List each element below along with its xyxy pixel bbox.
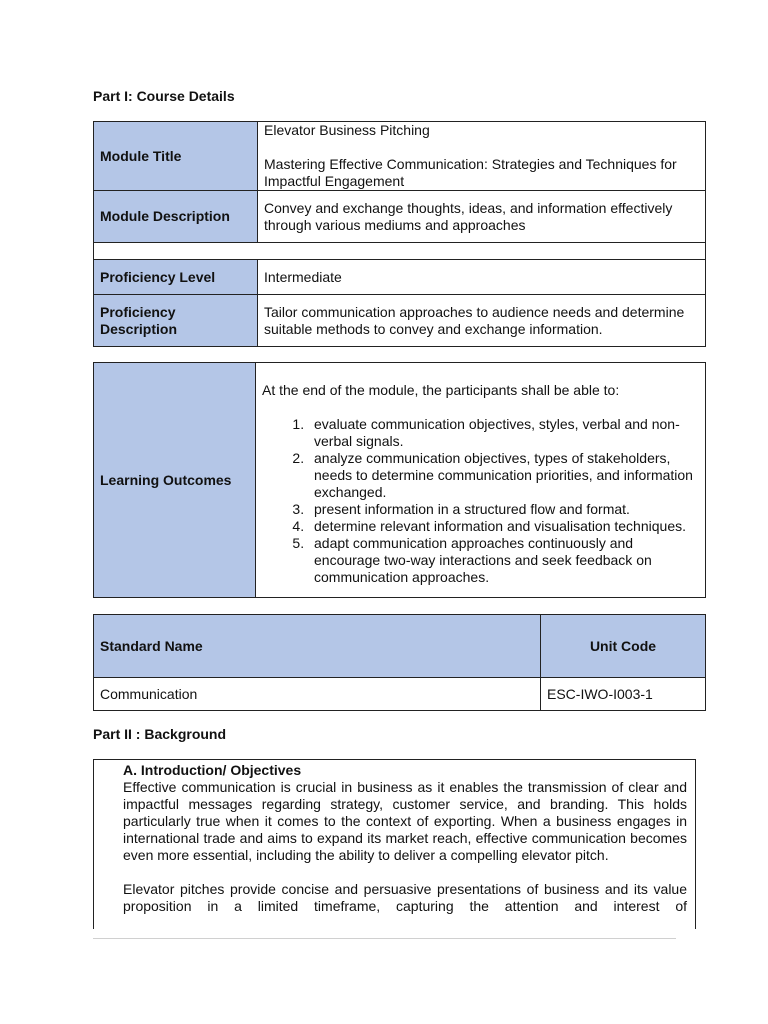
list-item: 4. determine relevant information and visualisation techniques. xyxy=(308,518,699,535)
proficiency-description-label: Proficiency Description xyxy=(94,295,258,347)
learning-outcomes-label: Learning Outcomes xyxy=(94,363,256,598)
list-item: 5. adapt communication approaches continuously and encourage two-way interactions and seek feedback on communication approaches. xyxy=(308,535,699,586)
module-title-row xyxy=(94,122,706,191)
standard-name-cell: Communication xyxy=(94,678,541,711)
background-box xyxy=(93,759,696,929)
module-description-value: Convey and exchange thoughts, ideas, and information effectively through various mediums and approaches xyxy=(258,191,706,243)
learning-outcomes-intro: At the end of the module, the participants shall be able to: xyxy=(262,382,620,398)
unit-code-cell: ESC-IWO-I003-1 xyxy=(541,678,706,711)
proficiency-level-label: Proficiency Level xyxy=(94,260,258,295)
proficiency-level-value: Intermediate xyxy=(258,260,706,295)
standard-name-header: Standard Name xyxy=(94,615,541,678)
proficiency-description-row xyxy=(94,295,706,347)
spacer-cell xyxy=(94,243,706,260)
part1-heading: Part I: Course Details xyxy=(93,88,235,104)
spacer-row xyxy=(94,243,706,260)
list-item: 1. evaluate communication objectives, styles, verbal and non-verbal signals. xyxy=(308,416,699,450)
list-item: 2. analyze communication objectives, types of stakeholders, needs to determine communication priorities, and information exchanged. xyxy=(308,450,699,501)
module-title-label: Module Title xyxy=(94,122,258,191)
module-title-line2: Mastering Effective Communication: Strategies and Techniques for Impactful Engagement xyxy=(264,156,677,189)
module-description-row xyxy=(94,191,706,243)
intro-paragraph-1: Effective communication is crucial in business as it enables the transmission of clear and impactful messages regarding strategy, customer service, and branding. This holds particularly true when it comes to the context of exporting. When a business engages in international trade and aims to expand its market reach, effective communication becomes even more essential, including the ability to deliver a compelling elevator pitch. xyxy=(123,779,687,863)
module-description-label: Module Description xyxy=(94,191,258,243)
part2-heading: Part II : Background xyxy=(93,726,227,742)
list-item: 3. present information in a structured flow and format. xyxy=(308,501,699,518)
table-header-row xyxy=(94,615,706,678)
learning-outcomes-table xyxy=(93,362,706,598)
standard-table xyxy=(93,614,706,711)
section-title: A. Introduction/ Objectives xyxy=(123,762,302,778)
module-title-value xyxy=(258,122,706,191)
learning-outcomes-list xyxy=(262,416,699,586)
unit-code-header: Unit Code xyxy=(541,615,706,678)
proficiency-description-value: Tailor communication approaches to audience needs and determine suitable methods to convey and exchange information. xyxy=(258,295,706,347)
intro-paragraph-2: Elevator pitches provide concise and persuasive presentations of business and its value proposition in a limited timeframe, capturing the attention and interest of xyxy=(123,881,687,914)
module-title-line1: Elevator Business Pitching xyxy=(264,122,430,138)
proficiency-level-row xyxy=(94,260,706,295)
table-row xyxy=(94,678,706,711)
learning-outcomes-content xyxy=(256,363,706,598)
course-details-table xyxy=(93,121,706,347)
page-divider xyxy=(93,938,676,939)
